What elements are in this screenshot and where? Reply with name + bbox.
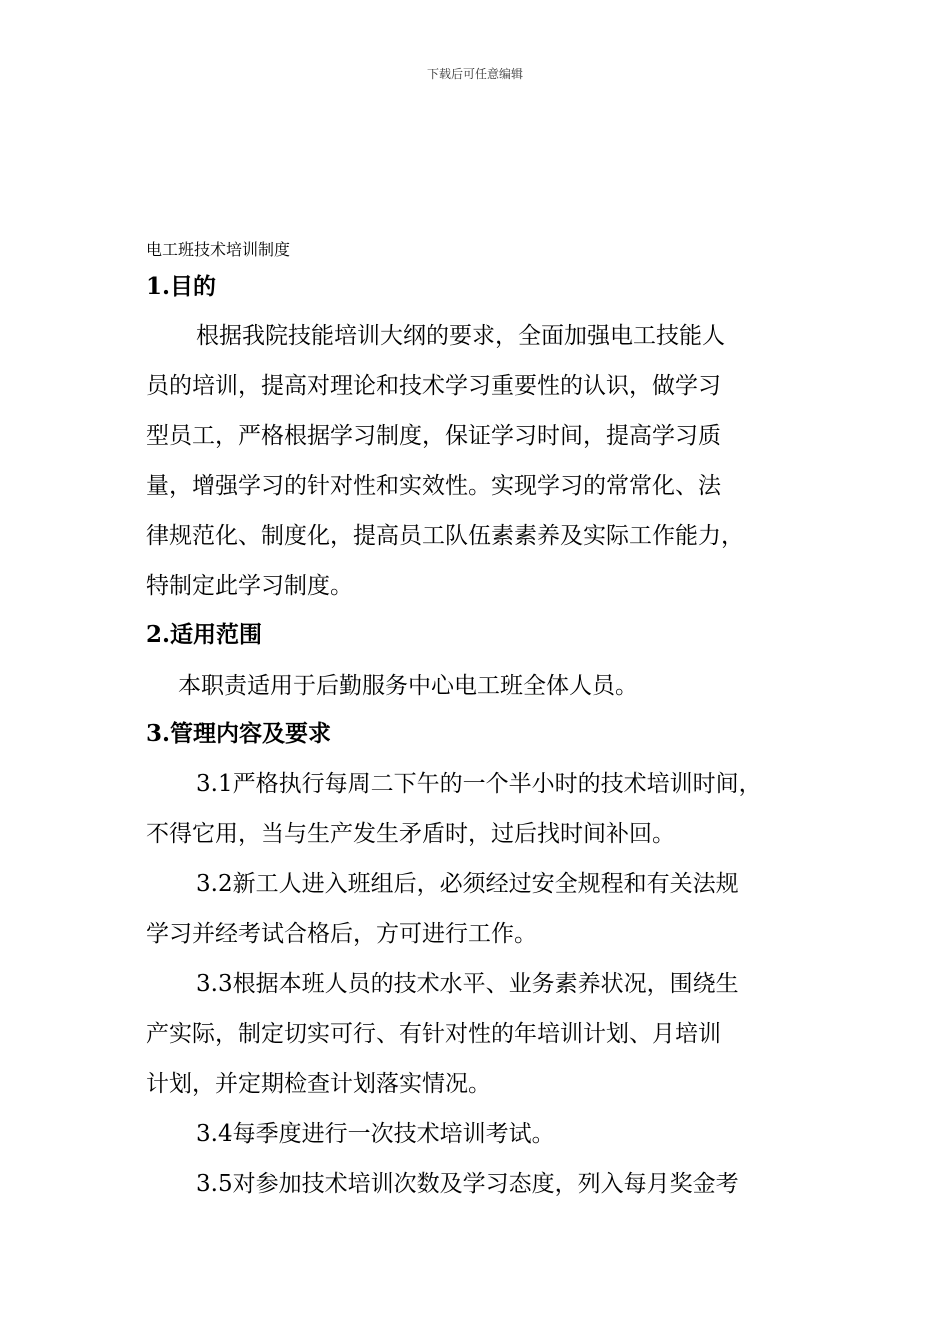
paragraph-line: 根据我院技能培训大纲的要求，全面加强电工技能人 bbox=[196, 323, 725, 349]
section-paragraph-scope bbox=[146, 661, 826, 711]
list-item bbox=[146, 759, 826, 859]
item-line: 计划，并定期检查计划落实情况。 bbox=[146, 1071, 491, 1097]
paragraph-line: 律规范化、制度化，提高员工队伍素素养及实际工作能力， bbox=[146, 523, 744, 549]
section-heading-purpose: 1.目的 bbox=[146, 273, 217, 300]
item-line: 3.1严格执行每周二下午的一个半小时的技术培训时间， bbox=[196, 771, 762, 797]
list-item bbox=[146, 1109, 826, 1159]
paragraph-line: 量，增强学习的针对性和实效性。实现学习的常常化、法 bbox=[146, 473, 721, 499]
list-item bbox=[146, 959, 826, 1109]
item-line: 3.4每季度进行一次技术培训考试。 bbox=[196, 1121, 555, 1147]
item-line: 不得它用，当与生产发生矛盾时，过后找时间补回。 bbox=[146, 821, 675, 847]
item-line: 3.5对参加技术培训次数及学习态度，列入每月奖金考 bbox=[196, 1171, 739, 1197]
list-item bbox=[146, 1159, 826, 1209]
paragraph-line: 型员工，严格根据学习制度，保证学习时间，提高学习质 bbox=[146, 423, 721, 449]
section-heading-scope: 2.适用范围 bbox=[146, 621, 263, 648]
document-title: 电工班技术培训制度 bbox=[146, 240, 291, 259]
section-list-management bbox=[146, 759, 826, 1209]
paragraph-line: 特制定此学习制度。 bbox=[146, 573, 353, 599]
item-line: 3.2新工人进入班组后，必须经过安全规程和有关法规 bbox=[196, 871, 739, 897]
paragraph-line: 员的培训，提高对理论和技术学习重要性的认识，做学习 bbox=[146, 373, 721, 399]
section-paragraph-purpose bbox=[146, 311, 826, 611]
item-line: 3.3根据本班人员的技术水平、业务素养状况，围绕生 bbox=[196, 971, 739, 997]
list-item bbox=[146, 859, 826, 959]
item-line: 学习并经考试合格后，方可进行工作。 bbox=[146, 921, 537, 947]
paragraph-line: 本职责适用于后勤服务中心电工班全体人员。 bbox=[178, 673, 638, 699]
section-heading-management: 3.管理内容及要求 bbox=[146, 720, 332, 747]
item-line: 产实际，制定切实可行、有针对性的年培训计划、月培训 bbox=[146, 1021, 721, 1047]
header-note: 下载后可任意编辑 bbox=[426, 67, 523, 81]
